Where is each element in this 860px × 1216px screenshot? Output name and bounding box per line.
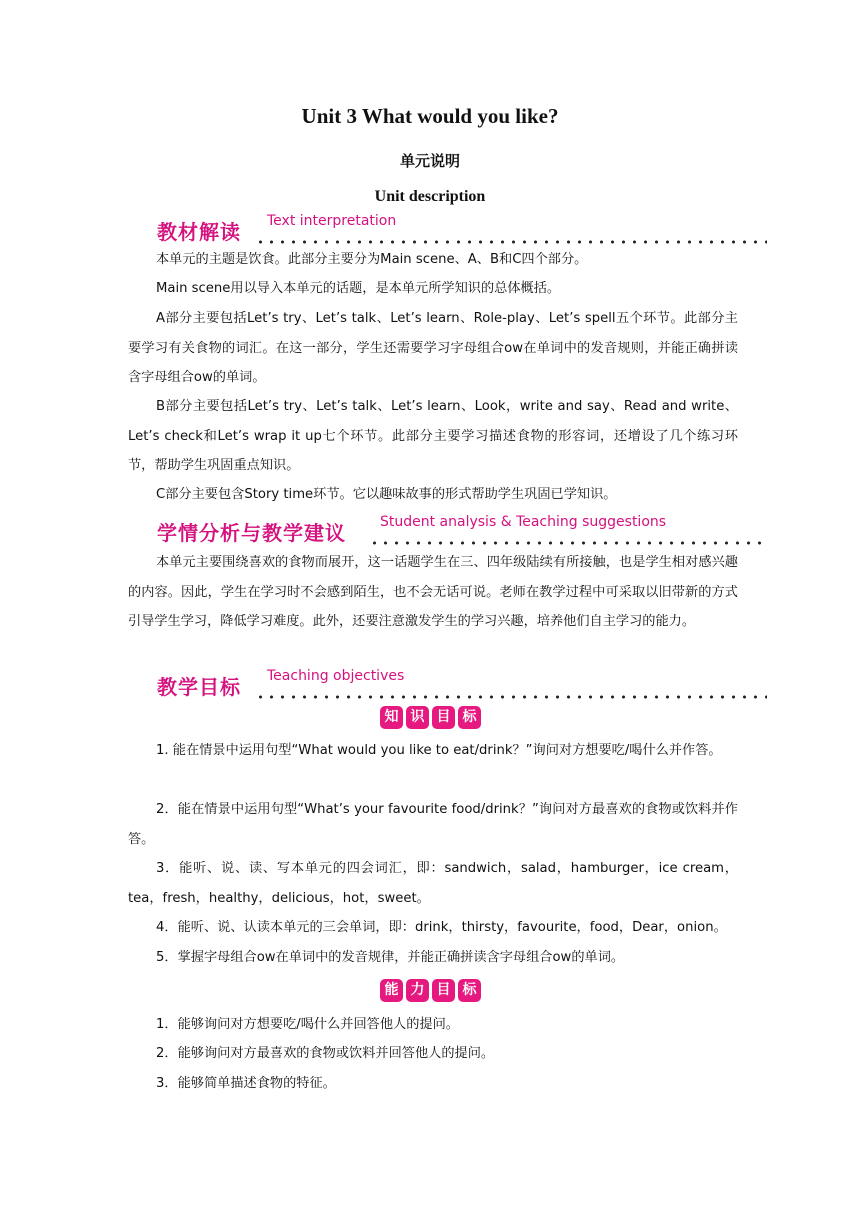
objective-item: 1．能够询问对方想要吃/喝什么并回答他人的提问。 [156,1017,459,1032]
badge-char: 识 [406,706,429,729]
badge-char: 标 [458,979,481,1002]
objective-item: 5．掌握字母组合ow在单词中的发音规律，并能正确拼读含字母组合ow的单词。 [156,950,625,965]
unit-subtitle-en: Unit description [374,188,486,205]
dotted-divider [255,695,767,699]
paragraph: A部分主要包括Let’s try、Let’s talk、Let’s learn、Role-play、Let’s spell五个环节。此部分主要学习有关食物的词汇。在这一部分，学生还需要学习字母组合ow在单词中的发音规则，并能正确拼读含字母组合ow的单词。 [128,311,738,385]
paragraph: 本单元的主题是饮食。此部分主要分为Main scene、A、B和C四个部分。 [156,252,588,267]
ability-objectives-badge [380,979,481,1003]
paragraph: C部分主要包含Story time环节。它以趣味故事的形式帮助学生巩固已学知识。 [156,487,617,502]
section-title-en: Student analysis & Teaching suggestions [380,514,667,530]
objective-item: 4．能听、说、认读本单元的三会单词，即：drink，thirsty，favourite，food，Dear，onion。 [156,920,727,935]
dotted-divider [255,240,767,244]
section-title-cn: 教材解读 [157,220,241,244]
section-title-en: Teaching objectives [267,668,405,684]
badge-char: 能 [380,979,403,1002]
objective-item: 1. 能在情景中运用句型“What would you like to eat/drink？”询问对方想要吃/喝什么并作答。 [156,743,722,758]
objective-item: 3．能听、说、读、写本单元的四会词汇，即：sandwich，salad，hamburger，ice cream，tea，fresh，healthy，delicious，hot，sweet。 [128,861,738,906]
paragraph: Main scene用以导入本单元的话题，是本单元所学知识的总体概括。 [156,281,561,296]
section-title-en: Text interpretation [267,213,397,229]
section-heading-teaching-objectives [157,668,767,701]
badge-char: 知 [380,706,403,729]
section-title-cn: 学情分析与教学建议 [157,521,346,545]
section-heading-student-analysis [157,514,767,547]
badge-char: 标 [458,706,481,729]
unit-title: Unit 3 What would you like? [301,104,559,128]
section-heading-text-interpretation [157,213,767,246]
paragraph: B部分主要包括Let’s try、Let’s talk、Let’s learn、Look，write and say、Read and write、Let’s check和Let’s wrap it up七个环节。此部分主要学习描述食物的形容词，还增设了几个练习环节，帮助学生巩固重点知识。 [128,399,738,473]
objective-item: 2．能在情景中运用句型“What’s your favourite food/drink？”询问对方最喜欢的食物或饮料并作答。 [128,802,738,847]
section-title-cn: 教学目标 [157,675,241,699]
objective-item: 2．能够询问对方最喜欢的食物或饮料并回答他人的提问。 [156,1046,495,1061]
objective-item: 3．能够简单描述食物的特征。 [156,1076,336,1091]
dotted-divider [369,541,767,545]
paragraph: 本单元主要围绕喜欢的食物而展开，这一话题学生在三、四年级陆续有所接触，也是学生相对感兴趣的内容。因此，学生在学习时不会感到陌生，也不会无话可说。老师在教学过程中可采取以旧带新的方式引导学生学习，降低学习难度。此外，还要注意激发学生的学习兴趣，培养他们自主学习的能力。 [128,555,738,629]
unit-subtitle-cn: 单元说明 [399,152,460,170]
badge-char: 力 [406,979,429,1002]
badge-char: 目 [432,706,455,729]
knowledge-objectives-badge [380,706,481,730]
badge-char: 目 [432,979,455,1002]
